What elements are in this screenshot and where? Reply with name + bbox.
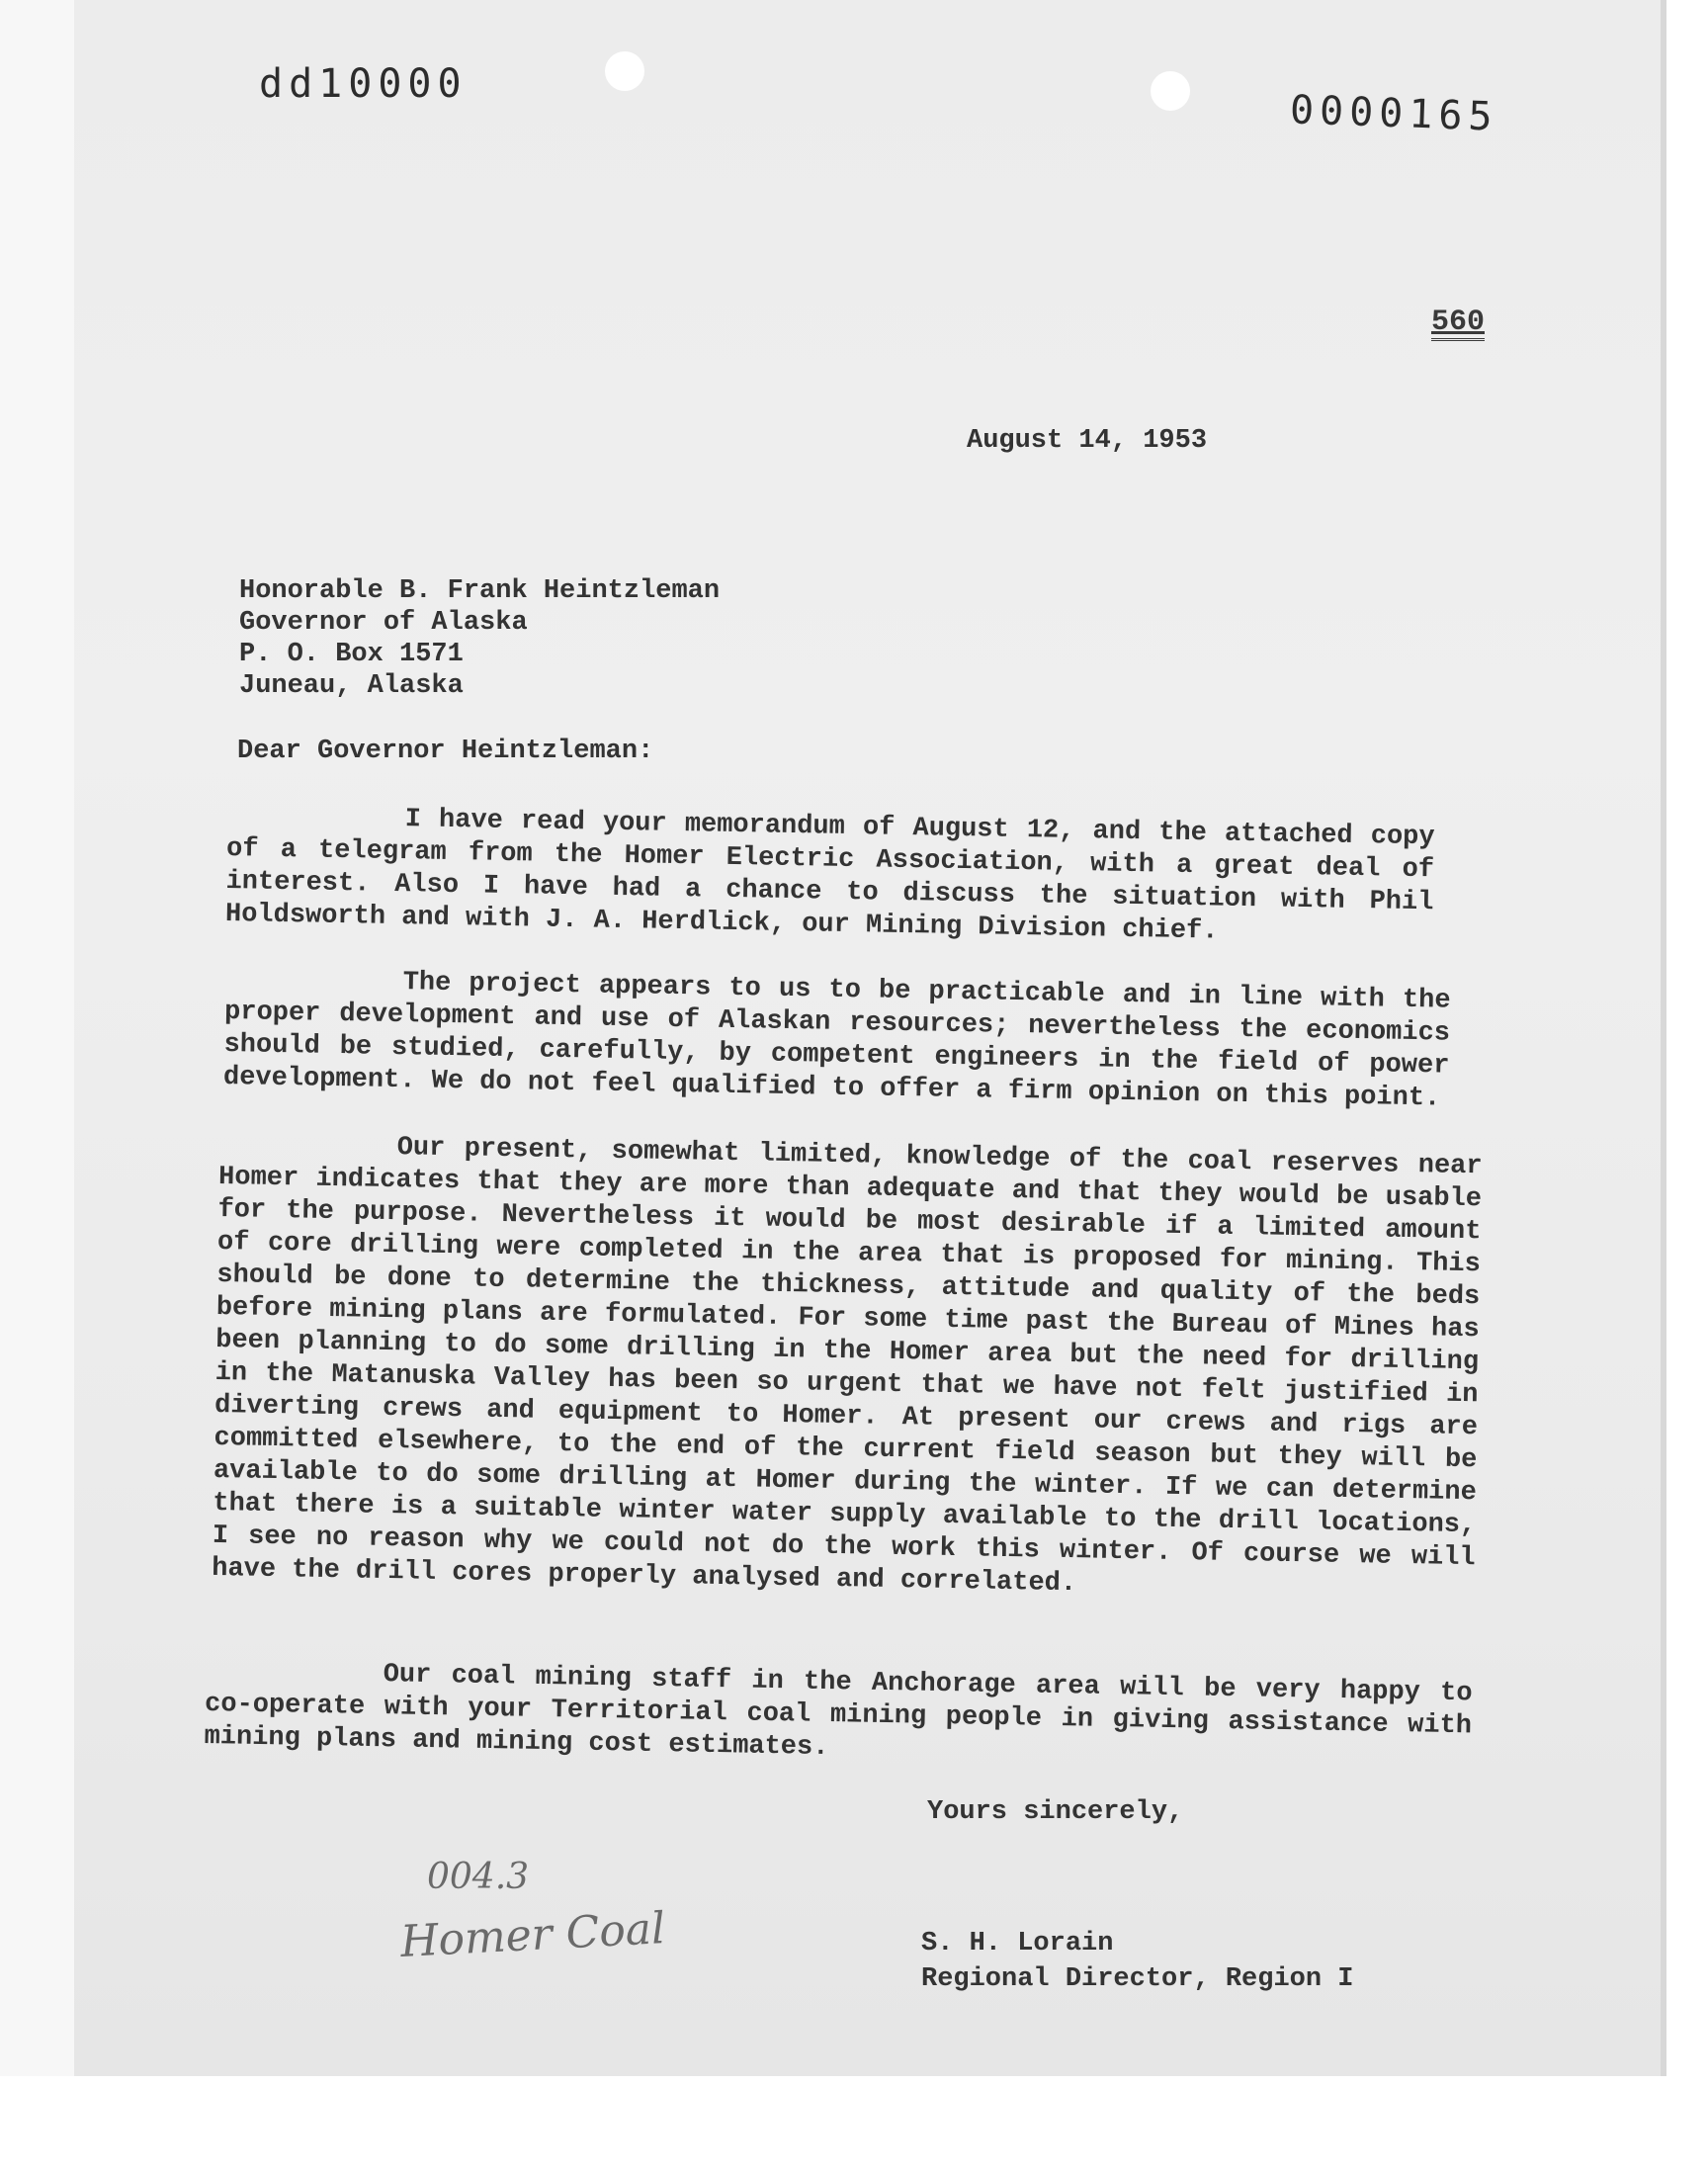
- recipient-line: Juneau, Alaska: [239, 671, 464, 701]
- page-mark: 560: [1430, 305, 1485, 339]
- punch-hole: [1151, 71, 1190, 111]
- body-paragraph: Our coal mining staff in the Anchorage area will be very happy to co-operate with your Territorial coal mining people in giving assistance with mining plans and mining cost estimates.: [204, 1660, 1473, 1764]
- body-paragraph: The project appears to us to be practicable and in line with the proper development and use of Alaskan resources; nevertheless the economics should be studied, carefully, by competent engineers in the field of power development. We do not feel qualified to offer a firm opinion on this point.: [222, 968, 1451, 1114]
- recipient-line: P. O. Box 1571: [239, 640, 464, 669]
- body-paragraph: Our present, somewhat limited, knowledge of the coal reserves near Homer indicates that they are more than adequate and that they would be usable for the purpose. Nevertheless it would be most desirable if a limited amount of core drilling were completed in the area that is proposed for mining. This should be done to determine the thickness, attitude and quality of the beds before mining plans are formulated. For some time past the Bureau of Mines has been planning to do some drilling in the Homer area but the need for drilling in the Matanuska Valley has been so urgent that we have not felt justified in diverting crews and equipment to Homer. At present our crews and rigs are committed elsewhere, to the end of the current field season but they will be available to do some drilling at Homer during the winter. If we can determine that there is a suitable winter water supply available to the drill locations, I see no reason why we could not do the work this winter. Of course we will have the drill cores properly analysed and correlated.: [211, 1133, 1483, 1600]
- recipient-line: Governor of Alaska: [239, 608, 528, 638]
- letter-date: August 14, 1953: [967, 426, 1208, 456]
- closing: Yours sincerely,: [927, 1797, 1184, 1827]
- salutation: Dear Governor Heintzleman:: [237, 737, 654, 766]
- recipient-line: Honorable B. Frank Heintzleman: [239, 576, 721, 606]
- handwritten-subject: Homer Coal: [398, 1903, 667, 1967]
- handwritten-file-code: 004.3: [427, 1857, 530, 1897]
- scan-edge: [0, 0, 74, 2076]
- punch-hole: [605, 51, 644, 91]
- document-number-stamp: 0000165: [1289, 87, 1499, 140]
- signer-title: Regional Director, Region I: [921, 1964, 1354, 1994]
- signer-name: S. H. Lorain: [921, 1929, 1114, 1958]
- document-id-stamp: dd10000: [259, 61, 468, 107]
- body-paragraph: I have read your memorandum of August 12, and the attached copy of a telegram from the Homer Electric Association, with a great deal of interest. Also I have had a chance to discuss the situation with Phil Holdsworth and with J. A. Herdlick, our Mining Division chief.: [224, 805, 1435, 947]
